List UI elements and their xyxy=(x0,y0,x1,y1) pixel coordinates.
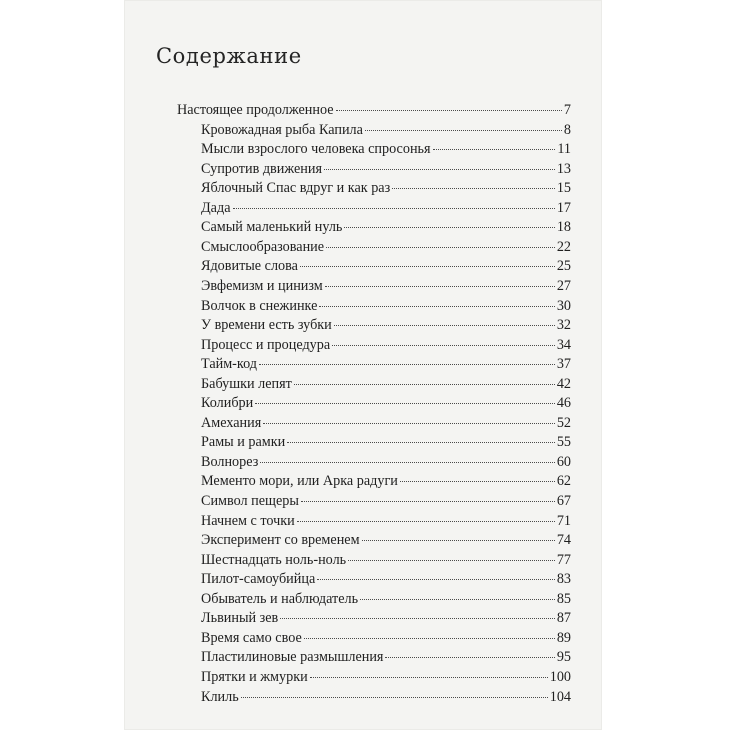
entry-page-number: 11 xyxy=(557,141,571,158)
dot-leader xyxy=(259,363,555,365)
entry-title: Бабушки лепят xyxy=(201,375,292,392)
toc-section-entry xyxy=(177,100,571,120)
entry-title: Волчок в снежинке xyxy=(201,297,318,314)
dot-leader xyxy=(332,344,555,346)
dot-leader xyxy=(336,109,562,111)
toc-entry xyxy=(201,647,571,667)
entry-title: У времени есть зубки xyxy=(201,317,332,334)
entry-page-number: 55 xyxy=(556,434,571,451)
dot-leader xyxy=(241,696,548,698)
dot-leader xyxy=(344,226,554,228)
entry-title: Время само свое xyxy=(201,629,302,646)
entry-title: Мысли взрослого человека спросонья xyxy=(201,141,431,158)
contents-title: Содержание xyxy=(156,44,302,68)
entry-title: Волнорез xyxy=(201,453,259,470)
toc-entry xyxy=(201,589,571,609)
dot-leader xyxy=(348,559,555,561)
entry-title: Пластилиновые размышления xyxy=(201,649,384,666)
entry-title: Дада xyxy=(201,199,231,216)
dot-leader xyxy=(326,246,555,248)
toc-entry xyxy=(201,432,571,452)
dot-leader xyxy=(263,422,555,424)
entry-title: Смыслообразование xyxy=(201,238,325,255)
entry-title: Начнем с точки xyxy=(201,512,295,529)
entry-title: Самый маленький нуль xyxy=(201,219,343,236)
entry-title: Шестнадцать ноль-ноль xyxy=(201,551,347,568)
toc-entry xyxy=(201,530,571,550)
dot-leader xyxy=(385,656,554,658)
toc-entry xyxy=(201,159,571,179)
dot-leader xyxy=(287,441,555,443)
dot-leader xyxy=(301,500,555,502)
entry-page-number: 46 xyxy=(556,395,571,412)
entry-page-number: 37 xyxy=(556,356,571,373)
toc-entry xyxy=(201,374,571,394)
dot-leader xyxy=(365,129,562,131)
entry-title: Символ пещеры xyxy=(201,493,299,509)
toc-entry xyxy=(201,120,571,140)
dot-leader xyxy=(319,305,554,307)
entry-page-number: 13 xyxy=(556,160,571,177)
entry-title: Кровожадная рыба Капила xyxy=(201,121,363,138)
toc-entry xyxy=(201,198,571,218)
entry-title: Настоящее продолженное xyxy=(177,102,334,118)
entry-title: Ядовитые слова xyxy=(201,258,298,275)
entry-page-number: 15 xyxy=(556,180,571,197)
entry-title: Львиный зев xyxy=(201,610,279,627)
entry-title: Мементо мори, или Арка радуги xyxy=(201,473,398,490)
entry-page-number: 77 xyxy=(556,551,571,568)
dot-leader xyxy=(433,148,556,150)
dot-leader xyxy=(400,480,555,482)
entry-page-number: 25 xyxy=(556,258,571,275)
entry-title: Обыватель и наблюдатель xyxy=(201,590,359,607)
entry-title: Яблочный Спас вдруг и как раз xyxy=(201,180,391,197)
dot-leader xyxy=(280,617,555,619)
dot-leader xyxy=(310,676,548,678)
entry-page-number: 95 xyxy=(556,649,571,666)
entry-page-number: 85 xyxy=(556,590,571,607)
dot-leader xyxy=(294,383,555,385)
dot-leader xyxy=(300,265,555,267)
dot-leader xyxy=(392,187,555,189)
entry-title: Тайм-код xyxy=(201,356,257,373)
toc-entry xyxy=(201,413,571,433)
entry-title: Клиль xyxy=(201,688,239,705)
toc-entry xyxy=(201,335,571,355)
toc-entry xyxy=(201,178,571,198)
toc-entry xyxy=(201,569,571,589)
entry-title: Прятки и жмурки xyxy=(201,668,308,685)
toc-entry xyxy=(201,667,571,687)
dot-leader xyxy=(260,461,555,463)
entry-title: Рамы и рамки xyxy=(201,434,286,451)
toc-entry xyxy=(201,354,571,374)
dot-leader xyxy=(325,285,555,287)
toc-entry xyxy=(201,296,571,316)
entry-page-number: 17 xyxy=(556,199,571,216)
entry-title: Эксперимент со временем xyxy=(201,532,360,549)
entry-page-number: 87 xyxy=(556,610,571,627)
toc-entry xyxy=(201,491,571,511)
dot-leader xyxy=(255,402,555,404)
entry-title: Пилот-самоубийца xyxy=(201,571,316,588)
toc-entry xyxy=(201,139,571,159)
entry-page-number: 22 xyxy=(556,238,571,255)
toc-entry xyxy=(201,315,571,335)
toc-entry xyxy=(201,452,571,472)
dot-leader xyxy=(360,598,555,600)
entry-page-number: 27 xyxy=(556,277,571,294)
entry-page-number: 8 xyxy=(563,121,571,138)
entry-page-number: 7 xyxy=(563,102,571,118)
entry-page-number: 100 xyxy=(549,668,571,685)
entry-title: Эвфемизм и цинизм xyxy=(201,277,323,294)
dot-leader xyxy=(317,578,555,580)
entry-title: Супротив движения xyxy=(201,160,322,177)
entry-page-number: 34 xyxy=(556,336,571,353)
dot-leader xyxy=(334,324,555,326)
toc-entry xyxy=(201,628,571,648)
entry-page-number: 71 xyxy=(556,512,571,529)
toc-entry xyxy=(201,511,571,531)
entry-page-number: 67 xyxy=(556,493,571,509)
dot-leader xyxy=(324,168,555,170)
toc-entry xyxy=(201,471,571,491)
entry-title: Колибри xyxy=(201,395,254,412)
toc-entry xyxy=(201,393,571,413)
entry-page-number: 83 xyxy=(556,571,571,588)
entry-page-number: 62 xyxy=(556,473,571,490)
dot-leader xyxy=(362,539,555,541)
toc-entry xyxy=(201,608,571,628)
entry-page-number: 52 xyxy=(556,414,571,431)
toc-entry xyxy=(201,276,571,296)
entry-page-number: 89 xyxy=(556,629,571,646)
toc-entry xyxy=(201,550,571,570)
entry-page-number: 60 xyxy=(556,453,571,470)
entry-page-number: 42 xyxy=(556,375,571,392)
toc-entry xyxy=(201,687,571,707)
entry-title: Процесс и процедура xyxy=(201,336,331,353)
entry-page-number: 32 xyxy=(556,317,571,334)
entry-title: Амехания xyxy=(201,414,262,431)
entry-page-number: 18 xyxy=(556,219,571,236)
entry-page-number: 74 xyxy=(556,532,571,549)
dot-leader xyxy=(233,207,555,209)
dot-leader xyxy=(297,520,555,522)
dot-leader xyxy=(304,637,555,639)
toc-entry xyxy=(201,256,571,276)
entry-page-number: 104 xyxy=(549,688,571,705)
toc-entry xyxy=(201,217,571,237)
toc-entry xyxy=(201,237,571,257)
entry-page-number: 30 xyxy=(556,297,571,314)
